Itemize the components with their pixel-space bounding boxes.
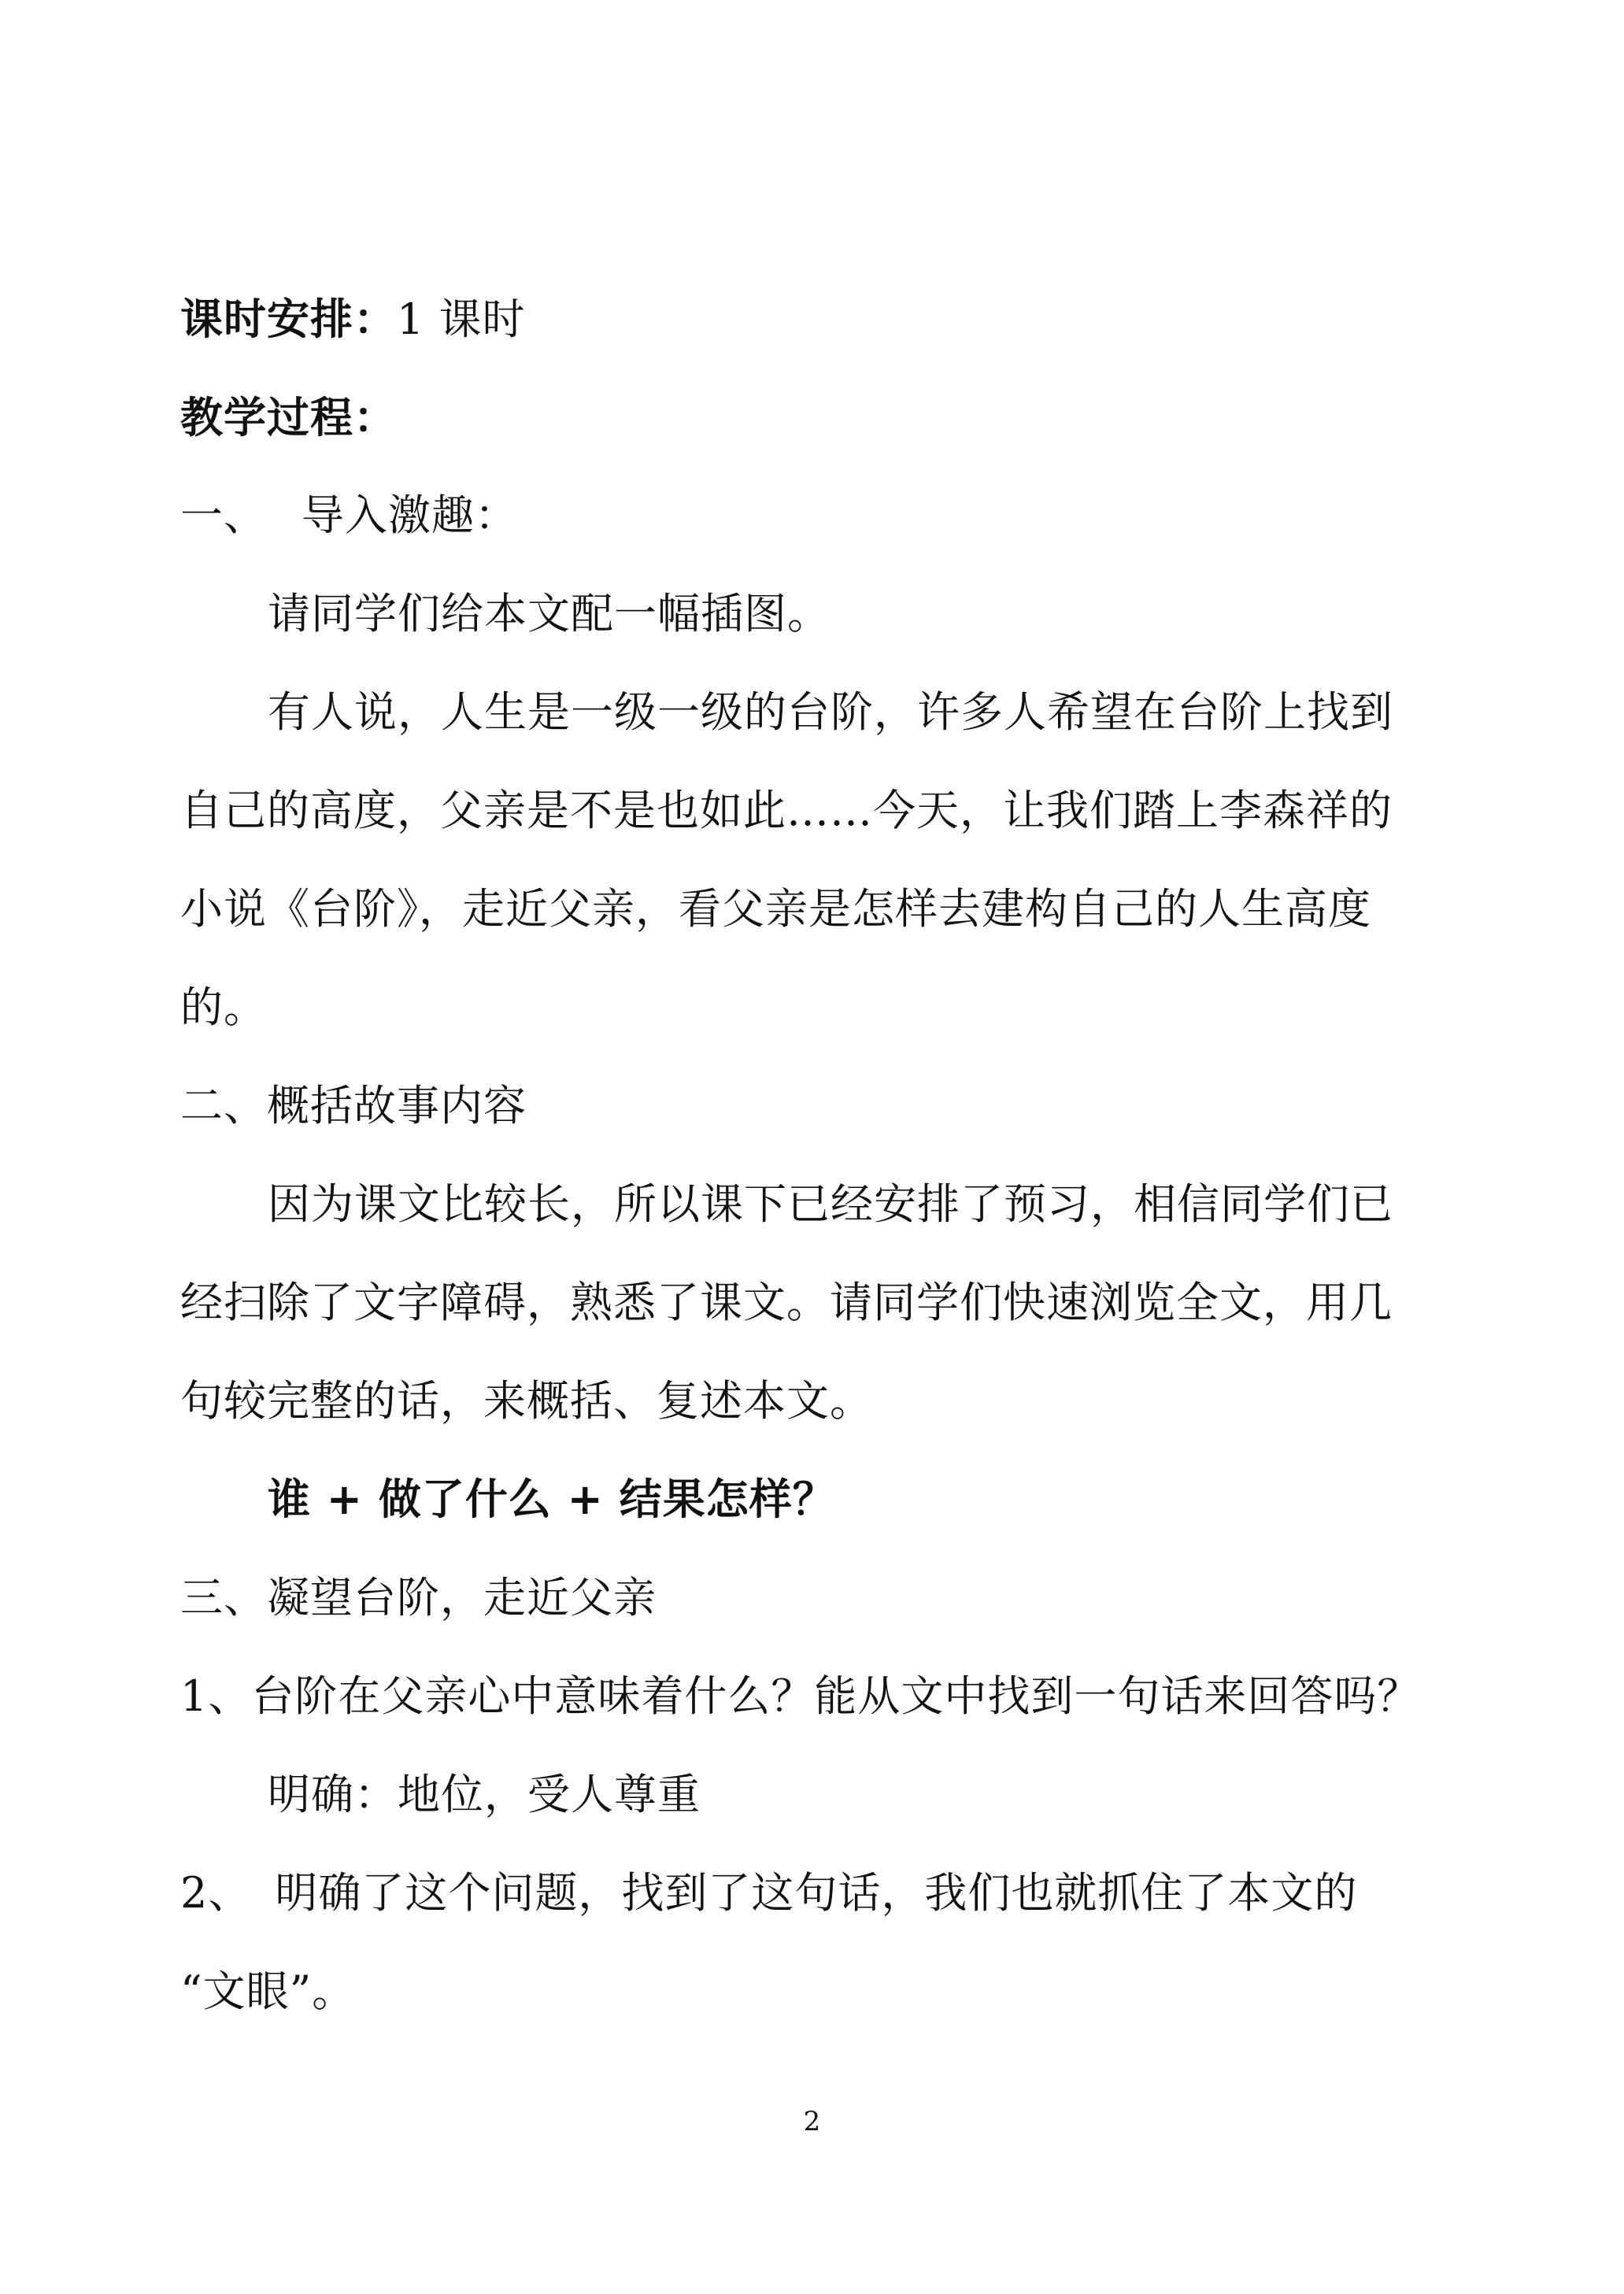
- question-2-marker: 2、: [180, 1868, 252, 1918]
- section1-paragraph2-line2: 自己的高度，父亲是不是也如此……今天，让我们踏上李森祥的: [180, 786, 1393, 835]
- answer-1: 明确：地位，受人尊重: [268, 1770, 701, 1819]
- section2-heading: 二、概括故事内容: [180, 1081, 527, 1130]
- question-1: 1、台阶在父亲心中意味着什么？能从文中找到一句话来回答吗？: [180, 1671, 1421, 1721]
- summary-formula: 谁 + 做了什么 + 结果怎样？: [268, 1474, 836, 1524]
- section1-paragraph1: 请同学们给本文配一幅插图。: [268, 589, 830, 638]
- section3-heading: 三、凝望台阶，走近父亲: [180, 1573, 657, 1622]
- section1-paragraph2-line4: 的。: [180, 982, 267, 1032]
- question-2-text: 明确了这个问题，找到了这句话，我们也就抓住了本文的: [275, 1868, 1358, 1918]
- section2-paragraph-line1: 因为课文比较长，所以课下已经安排了预习，相信同学们已: [268, 1179, 1393, 1229]
- section1-paragraph2-line1: 有人说，人生是一级一级的台阶，许多人希望在台阶上找到: [268, 687, 1393, 737]
- question-2-line2: “文眼”。: [180, 1967, 356, 2016]
- page-number: 2: [803, 2106, 821, 2137]
- question-2-line1: [180, 1866, 1357, 1921]
- section1-paragraph2-line3: 小说《台阶》，走近父亲，看父亲是怎样去建构自己的人生高度: [180, 884, 1371, 934]
- section2-paragraph-line2: 经扫除了文字障碍，熟悉了课文。请同学们快速浏览全文，用几: [180, 1278, 1393, 1327]
- section1-heading: [180, 488, 518, 543]
- section2-paragraph-line3: 句较完整的话，来概括、复述本文。: [180, 1376, 873, 1426]
- schedule-line: [180, 291, 526, 347]
- section1-title: 导入激趣：: [301, 490, 518, 540]
- schedule-label: 课时安排：: [180, 294, 397, 344]
- schedule-value: 1 课时: [397, 294, 526, 344]
- process-heading: 教学过程：: [180, 392, 397, 442]
- section1-marker: 一、: [180, 490, 267, 540]
